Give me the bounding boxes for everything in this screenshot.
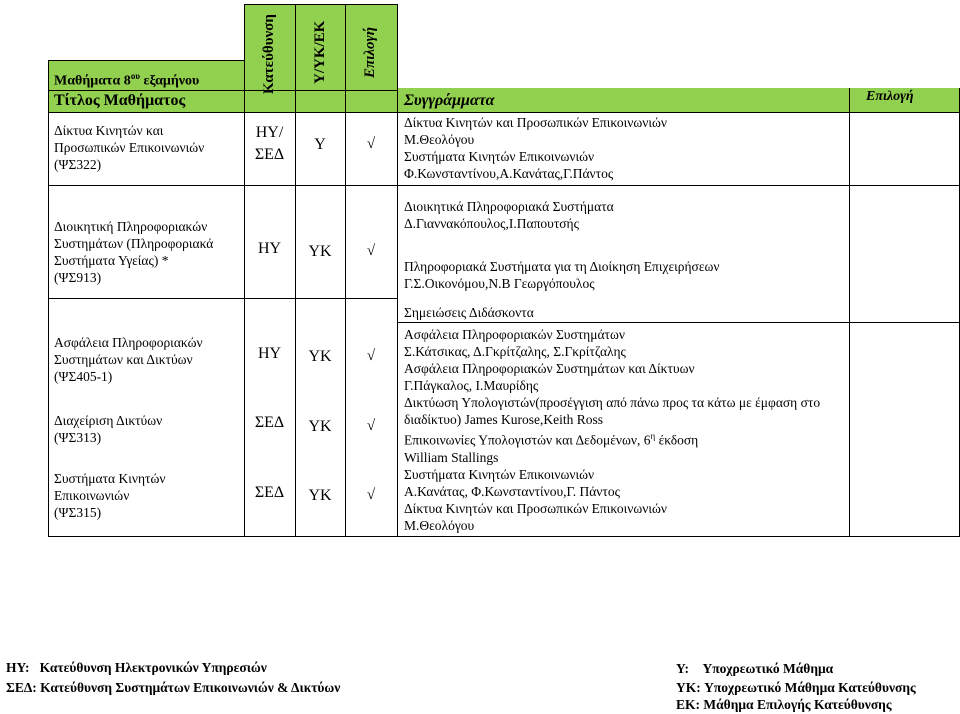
group-course-3: Συστήματα Κινητών Επικοινωνιών (ΨΣ315) (54, 471, 166, 520)
row1-type: Υ (314, 136, 326, 153)
group-course-2-type: ΥΚ (308, 418, 332, 435)
group-course-1-direction: ΗΥ (257, 345, 282, 362)
group-course-3-type: ΥΚ (308, 487, 332, 504)
group-books: Ασφάλεια Πληροφοριακών Συστημάτων Σ.Κάτσικας, Δ.Γκρίτζαλης, Σ.Γκρίτζαλης Ασφάλεια Πληροφοριακών Συστημάτων και Δίκτυων Γ.Πάγκαλος, Ι.Μαυρίδης Δικτύωση Υπολογιστών(προσέγγιση από πάνω προς τα κάτω με έμφαση στο διαδίκτυο) James Kurose,Keith Ross Επικοινωνίες Υπολογιστών και Δεδομένων, $6^\eta$ έκδοση William Stallings Συστήματα Κινητών Επικοινωνιών Α.Κανάτας, Φ.Κωνσταντίνου,Γ. Πάντος Δίκτυα Κινητών και Προσωπικών Επικοινωνιών Μ.Θεολόγου (404, 327, 821, 533)
row2-type: ΥΚ (308, 243, 332, 260)
legend-sed: ΣΕΔ: Κατεύθυνση Συστημάτων Επικοινωνιών & Δικτύων (6, 680, 341, 695)
column-direction: Κατεύθυνση (261, 14, 277, 94)
group-course-3-direction: ΣΕΔ (254, 484, 285, 501)
legend-hy: ΗΥ: Κατεύθυνση Ηλεκτρονικών Υπηρεσιών (6, 660, 267, 675)
group-course-1-check-icon: √ (366, 348, 376, 364)
header-background-right-top (397, 4, 960, 90)
legend-ek: ΕΚ: Μάθημα Επιλογής Κατεύθυνσης (676, 697, 892, 712)
group-course-2-check-icon: √ (366, 418, 376, 434)
group-course-2-direction: ΣΕΔ (254, 414, 285, 431)
row2-check-icon: √ (366, 243, 376, 259)
legend-yk: ΥΚ: Υποχρεωτικό Μάθημα Κατεύθυνσης (676, 680, 916, 695)
semester-title: Μαθήματα $8^{o\upsilon}$ εξαμήνου (54, 71, 200, 89)
row2-books-b: Πληροφοριακά Συστήματα για τη Διοίκηση Επιχειρήσεων Γ.Σ.Οικονόμου,Ν.Β Γεωργόπουλος (404, 259, 720, 291)
group-course-1: Ασφάλεια Πληροφοριακών Συστημάτων και Δικτύων (ΨΣ405-1) (54, 335, 203, 384)
group-course-2: Διαχείριση Δικτύων (ΨΣ313) (54, 413, 163, 445)
column-choice: Επιλογή (866, 89, 914, 104)
group-course-3-check-icon: √ (366, 487, 376, 503)
row1-books: Δίκτυα Κινητών και Προσωπικών Επικοινωνιών Μ.Θεολόγου Συστήματα Κινητών Επικοινωνιών Φ.Κωνσταντίνου,Α.Κανάτας,Γ.Πάντος (404, 115, 667, 181)
column-selection: Επιλογή (362, 27, 378, 78)
group-course-1-type: ΥΚ (308, 348, 332, 365)
notes-label: Σημειώσεις Διδάσκοντα (404, 305, 534, 320)
row2-direction: ΗΥ (257, 240, 282, 257)
row1-course: Δίκτυα Κινητών και Προσωπικών Επικοινωνιών (ΨΣ322) (54, 123, 205, 172)
row1-direction: ΗΥ/ ΣΕΔ (254, 124, 285, 163)
legend-y: Υ: Υποχρεωτικό Μάθημα (676, 661, 834, 676)
column-type: Υ/ΥΚ/ΕΚ (312, 20, 328, 84)
column-books: Συγγράμματα (404, 92, 495, 109)
row2-books-a: Διοικητικά Πληροφοριακά Συστήματα Δ.Γιαννακόπουλος,Ι.Παπουτσής (404, 199, 614, 231)
row1-check-icon: √ (366, 136, 376, 152)
column-course-title: Τίτλος Μαθήματος (54, 92, 186, 109)
row2-course: Διοικητική Πληροφοριακών Συστημάτων (Πληροφοριακά Συστήματα Υγείας) * (ΨΣ913) (54, 219, 214, 285)
